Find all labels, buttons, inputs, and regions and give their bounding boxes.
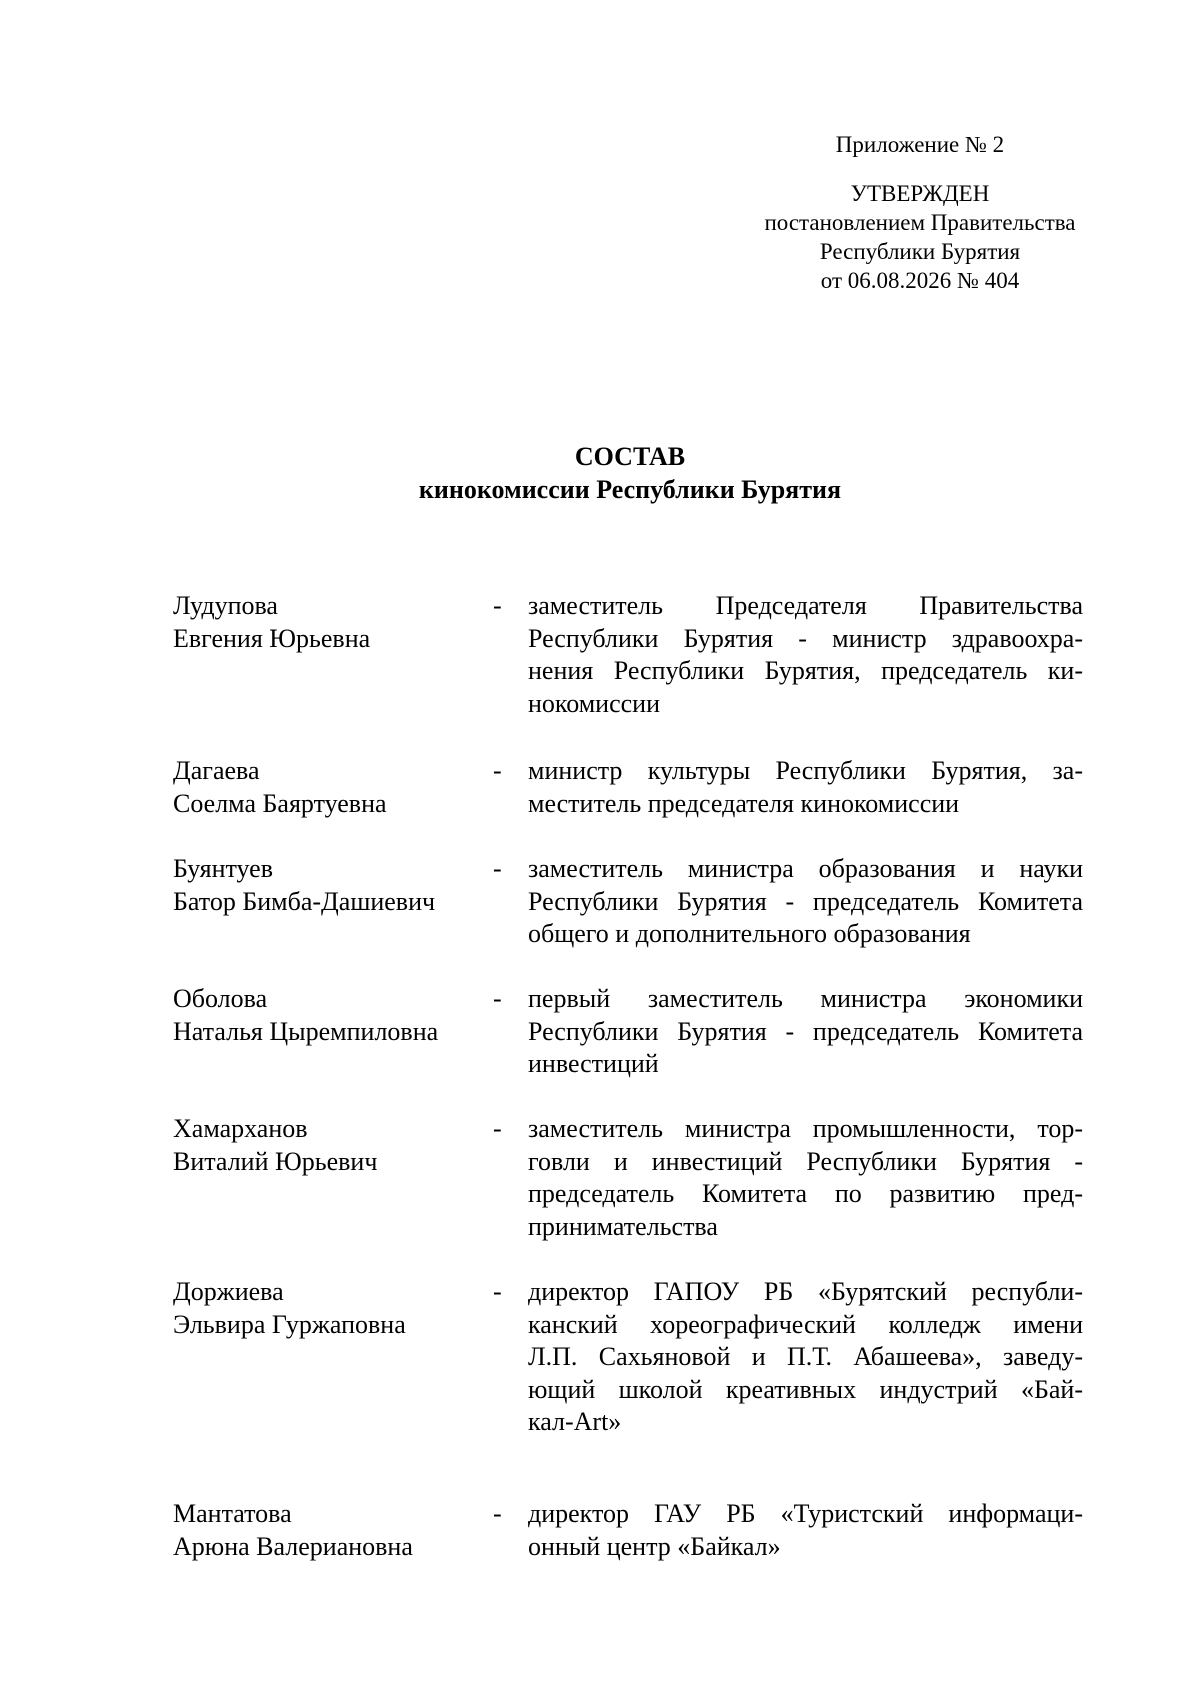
position-line: общего и дополнительного образования	[528, 919, 971, 948]
member-surname: Лудупова	[173, 591, 278, 620]
approved-stamp-text: УТВЕРЖДЕН	[850, 181, 990, 206]
member-given-names: Евгения Юрьевна	[173, 623, 371, 653]
position-line: канский хореографический колледж имени	[528, 1309, 1083, 1339]
position-line: директор ГАПОУ РБ «Бурятский республи-	[528, 1277, 1083, 1306]
member-surname: Буянтуев	[173, 854, 274, 883]
position-line: кал-Art»	[528, 1407, 622, 1436]
position-line: принимательства	[528, 1211, 718, 1241]
member-position	[528, 590, 1083, 720]
member-given-names: Батор Бимба-Дашиевич	[173, 886, 436, 916]
separator-dash: -	[493, 1114, 502, 1143]
document-subtitle: кинокомиссии Республики Бурятия	[418, 475, 842, 504]
annex-number: Приложение № 2	[835, 132, 1005, 157]
position-line: говли и инвестиций Республики Бурятия -	[528, 1146, 1083, 1176]
member-position	[528, 1276, 1083, 1439]
separator-dash: -	[493, 591, 502, 620]
position-line: министр культуры Республики Бурятия, за-	[528, 756, 1083, 785]
position-line: первый заместитель министра экономики	[528, 984, 1083, 1013]
position-line: Республики Бурятия - председатель Комитета	[528, 1016, 1083, 1046]
separator-dash: -	[493, 1277, 502, 1306]
annex-block	[760, 130, 1080, 295]
separator-dash: -	[493, 1499, 502, 1528]
member-given-names: Эльвира Гуржаповна	[173, 1309, 406, 1339]
member-name	[173, 755, 473, 820]
member-given-names: Арюна Валериановна	[173, 1531, 413, 1561]
member-given-names: Соелма Баяртуевна	[173, 788, 387, 818]
position-line: ющий школой креативных индустрий «Бай-	[528, 1374, 1083, 1404]
member-position	[528, 983, 1083, 1081]
member-name	[173, 983, 473, 1048]
separator-dash: -	[493, 756, 502, 785]
position-line: заместитель министра образования и науки	[528, 854, 1083, 883]
approval-line-2: Республики Бурятия	[819, 239, 1021, 264]
member-position	[528, 853, 1083, 951]
separator-dash: -	[493, 854, 502, 883]
approval-line-1: постановлением Правительства	[764, 210, 1076, 235]
position-line: инвестиций	[528, 1049, 659, 1078]
member-position	[528, 1113, 1083, 1243]
member-surname: Мантатова	[173, 1499, 292, 1528]
position-line: Республики Бурятия - председатель Комитета	[528, 886, 1083, 916]
document-heading	[0, 440, 1200, 506]
position-line: директор ГАУ РБ «Туристский информаци-	[528, 1499, 1083, 1528]
member-position	[528, 1498, 1083, 1563]
member-name	[173, 1498, 473, 1563]
position-line: председатель Комитета по развитию пред-	[528, 1179, 1083, 1208]
member-name	[173, 1276, 473, 1341]
member-given-names: Наталья Цыремпиловна	[173, 1016, 439, 1046]
approval-date-number: от 06.08.2026 № 404	[820, 268, 1020, 293]
position-line: меститель председателя кинокомиссии	[528, 788, 960, 818]
member-surname: Дагаева	[173, 756, 260, 785]
position-line: нокомиссии	[528, 688, 661, 718]
member-name	[173, 1113, 473, 1178]
member-surname: Хамарханов	[173, 1114, 308, 1143]
position-line: онный центр «Байкал»	[528, 1531, 781, 1561]
member-surname: Оболова	[173, 984, 268, 1013]
member-given-names: Виталий Юрьевич	[173, 1146, 378, 1176]
member-name	[173, 853, 473, 918]
member-position	[528, 755, 1083, 820]
position-line: Республики Бурятия - министр здравоохра-	[528, 623, 1083, 653]
position-line: Л.П. Сахьяновой и П.Т. Абашеева», заведу-	[528, 1342, 1083, 1371]
position-line: нения Республики Бурятия, председатель ки-	[528, 656, 1083, 685]
position-line: заместитель министра промышленности, тор-	[528, 1114, 1083, 1143]
document-title: СОСТАВ	[574, 442, 686, 471]
member-name	[173, 590, 473, 655]
member-surname: Доржиева	[173, 1277, 284, 1306]
position-line: заместитель Председателя Правительства	[528, 591, 1083, 620]
separator-dash: -	[493, 984, 502, 1013]
